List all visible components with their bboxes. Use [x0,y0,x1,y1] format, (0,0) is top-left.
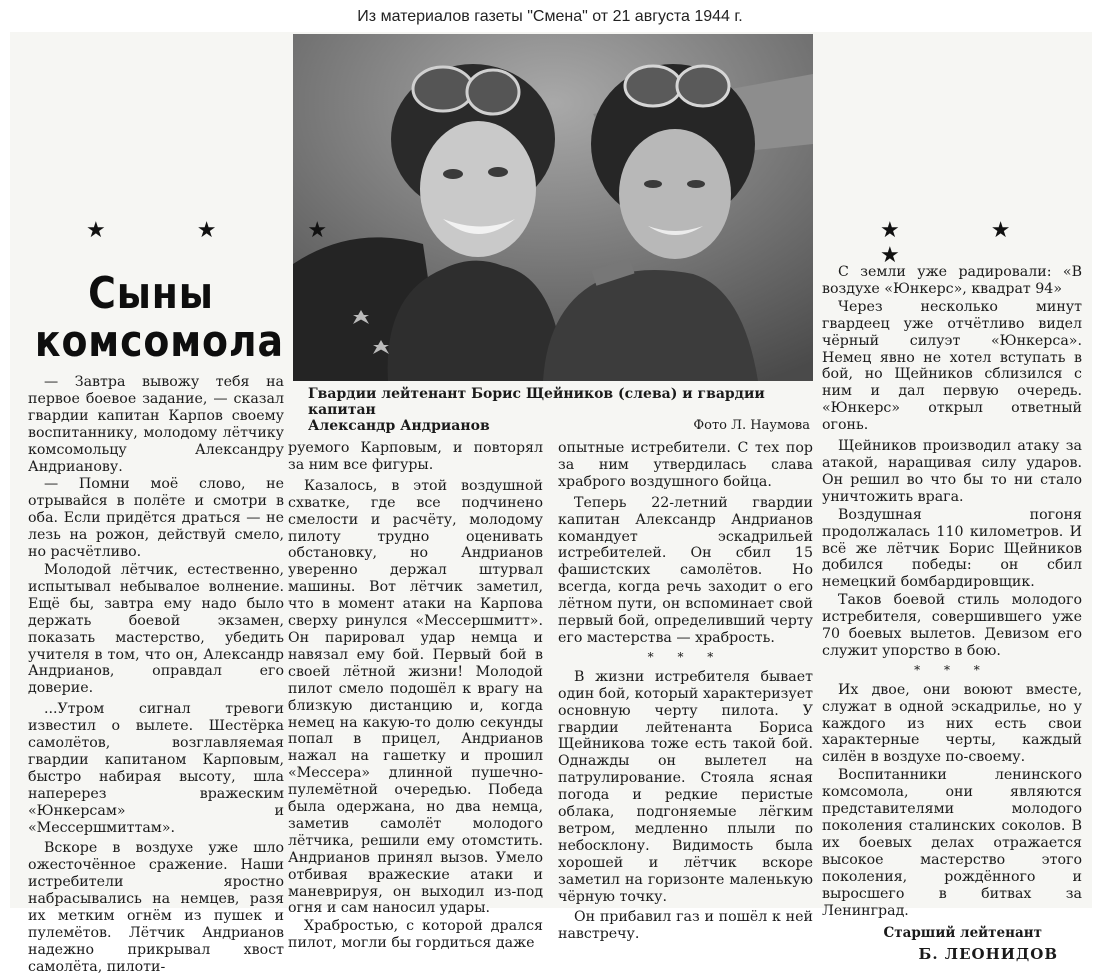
col1-paragraph: — Помни моё слово, не отрывайся в полёте и смотри в оба. Если придётся драться — не лезь на рожон, действуй смело, но расчётливо. [28,476,284,561]
col2-paragraph: Храбростью, с которой дрался пилот, могли бы гордиться даже [288,918,543,952]
col4-paragraph: Воспитанники ленинского комсомола, они являются представителями молодого поколения сталинских соколов. В их боевых делах отражается высокое мастерство этого поколения, рождённого и выросшего в битвах за Ленинград. [822,767,1082,919]
col1-paragraph: — Завтра вывожу тебя на первое боевое задание, — сказал гвардии капитан Карпов своему воспитаннику, молодому лётчику комсомольцу Александру Андрианову. [28,374,284,475]
col4-paragraph: Их двое, они воюют вместе, служат в одной эскадрилье, но у каждого из них есть свои характерные черты, каждый силён в воздухе по-своему. [822,681,1082,766]
col4-paragraph: Таков боевой стиль молодого истребителя, совершившего уже 70 боевых вылетов. Девизом его служит упорство в бою. [822,592,1082,659]
col3-paragraph: В жизни истребителя бывает один бой, который характеризует основную черту пилота. У гвардии лейтенанта Бориса Щейникова тоже есть такой бой. Однажды он вылетел на патрулирование. Стояла ясная погода и редкие перистые облака, подгоняемые лёгким ветром, медленно плыли по небосклону. Видимость была хорошей и лётчик вскоре заметил на горизонте маленькую чёрную точку. [558,668,813,905]
col2-paragraph: Казалось, в этой воздушной схватке, где все подчинено смелости и расчёту, молодому пилоту трудно оценивать обстановку, но Андрианов уверенно держал штурвал машины. Вот лётчик заметил, что в момент атаки на Карпова сверху ринулся «Мессершмитт». Он парировал удар немца и навязал ему бой. Первый бой в своей лётной жизни! Молодой пилот смело подошёл к врагу на близкую дистанцию и, когда немец на какую-то долю секунды попал в прицел, Андрианов нажал на гашетку и прошил «Мессера» длинной пушечно-пулемётной очередью. Победа была одержана, но два немца, заметив самолёт молодого лётчика, решили ему отомстить. Андрианов принял вызов. Умело отбивая вражеские атаки и маневрируя, он выходил из-под огня и сам наносил удары. [288,477,543,917]
article-column-2 [288,440,543,952]
col1-paragraph: Молодой лётчик, естественно, испытывал небывалое волнение. Ещё бы, завтра ему надо было держать боевой экзамен, показать мастерство, убедить учителя в том, что он, Александр Андрианов, оправдал его доверие. [28,561,284,697]
source-caption: Из материалов газеты "Смена" от 21 августа 1944 г. [357,8,743,25]
photo-caption-line2: Александр Андрианов [308,418,490,434]
stars-left: ★ ★ ★ [86,218,370,243]
col4-paragraph: Через несколько минут гвардеец уже отчётливо видел чёрный силуэт «Юнкерса». Немец явно не хотел вступать в бой, но Щейников сблизился с ним и дал первую очередь. «Юнкерс» открыл ответный огонь. [822,298,1082,434]
article-headline [34,268,284,367]
col3-paragraph: Теперь 22-летний гвардии капитан Александр Андрианов командует эскадрильей истребителей. Он сбил 15 фашистских самолётов. Но всегда, когда речь заходит о его лётном пути, он вспоминает свой первый бой, определивший черту его мастерства — храбрость. [558,494,813,646]
col3-paragraph: опытные истребители. С тех пор за ним утвердилась слава храброго воздушного бойца. [558,440,813,490]
stars-right: ★ ★ ★ [880,218,1053,268]
author-rank: Старший лейтенант [883,925,1042,942]
photo-caption-line1: Гвардии лейтенант Борис Щейников (слева) и гвардии капитан [308,386,765,418]
article-column-4 [822,264,1082,964]
pilots-photo [293,34,813,381]
photo-credit: Фото Л. Наумова [693,418,810,433]
headline-line2: комсомола [34,316,284,367]
col3-paragraph: Он прибавил газ и пошёл к ней навстречу. [558,909,813,943]
section-separator: * * * [647,649,724,664]
col2-paragraph: руемого Карповым, и повторял за ним все фигуры. [288,440,543,473]
article-column-3 [558,440,813,943]
author-name: Б. ЛЕОНИДОВ [918,945,1058,964]
article-column-1 [28,374,284,975]
col1-paragraph: Вскоре в воздухе уже шло ожесточённое сражение. Наши истребители яростно набрасывались на немцев, разя их метким огнём из пушек и пулемётов. Лётчик Андрианов надежно прикрывал хвост самолёта, пилоти- [28,840,284,975]
col1-paragraph: ...Утром сигнал тревоги известил о вылете. Шестёрка самолётов, возглавляемая гвардии капитаном Карповым, быстро набирая высоту, шла наперерез вражеским «Юнкерсам» и «Мессершмиттам». [28,701,284,836]
col4-paragraph: Воздушная погоня продолжалась 110 километров. И всё же лётчик Борис Щейников добился победы: он сбил немецкий бомбардировщик. [822,506,1082,591]
photo-caption [308,386,810,434]
newspaper-page [10,32,1092,975]
headline-line1: Сыны [88,268,214,319]
col4-paragraph: Щейников производил атаку за атакой, наращивая силу ударов. Он решил во что бы то ни стало уничтожить врага. [822,438,1082,505]
section-separator: * * * [914,662,990,677]
col4-paragraph: С земли уже радировали: «В воздухе «Юнкерс», квадрат 94» [822,264,1082,297]
